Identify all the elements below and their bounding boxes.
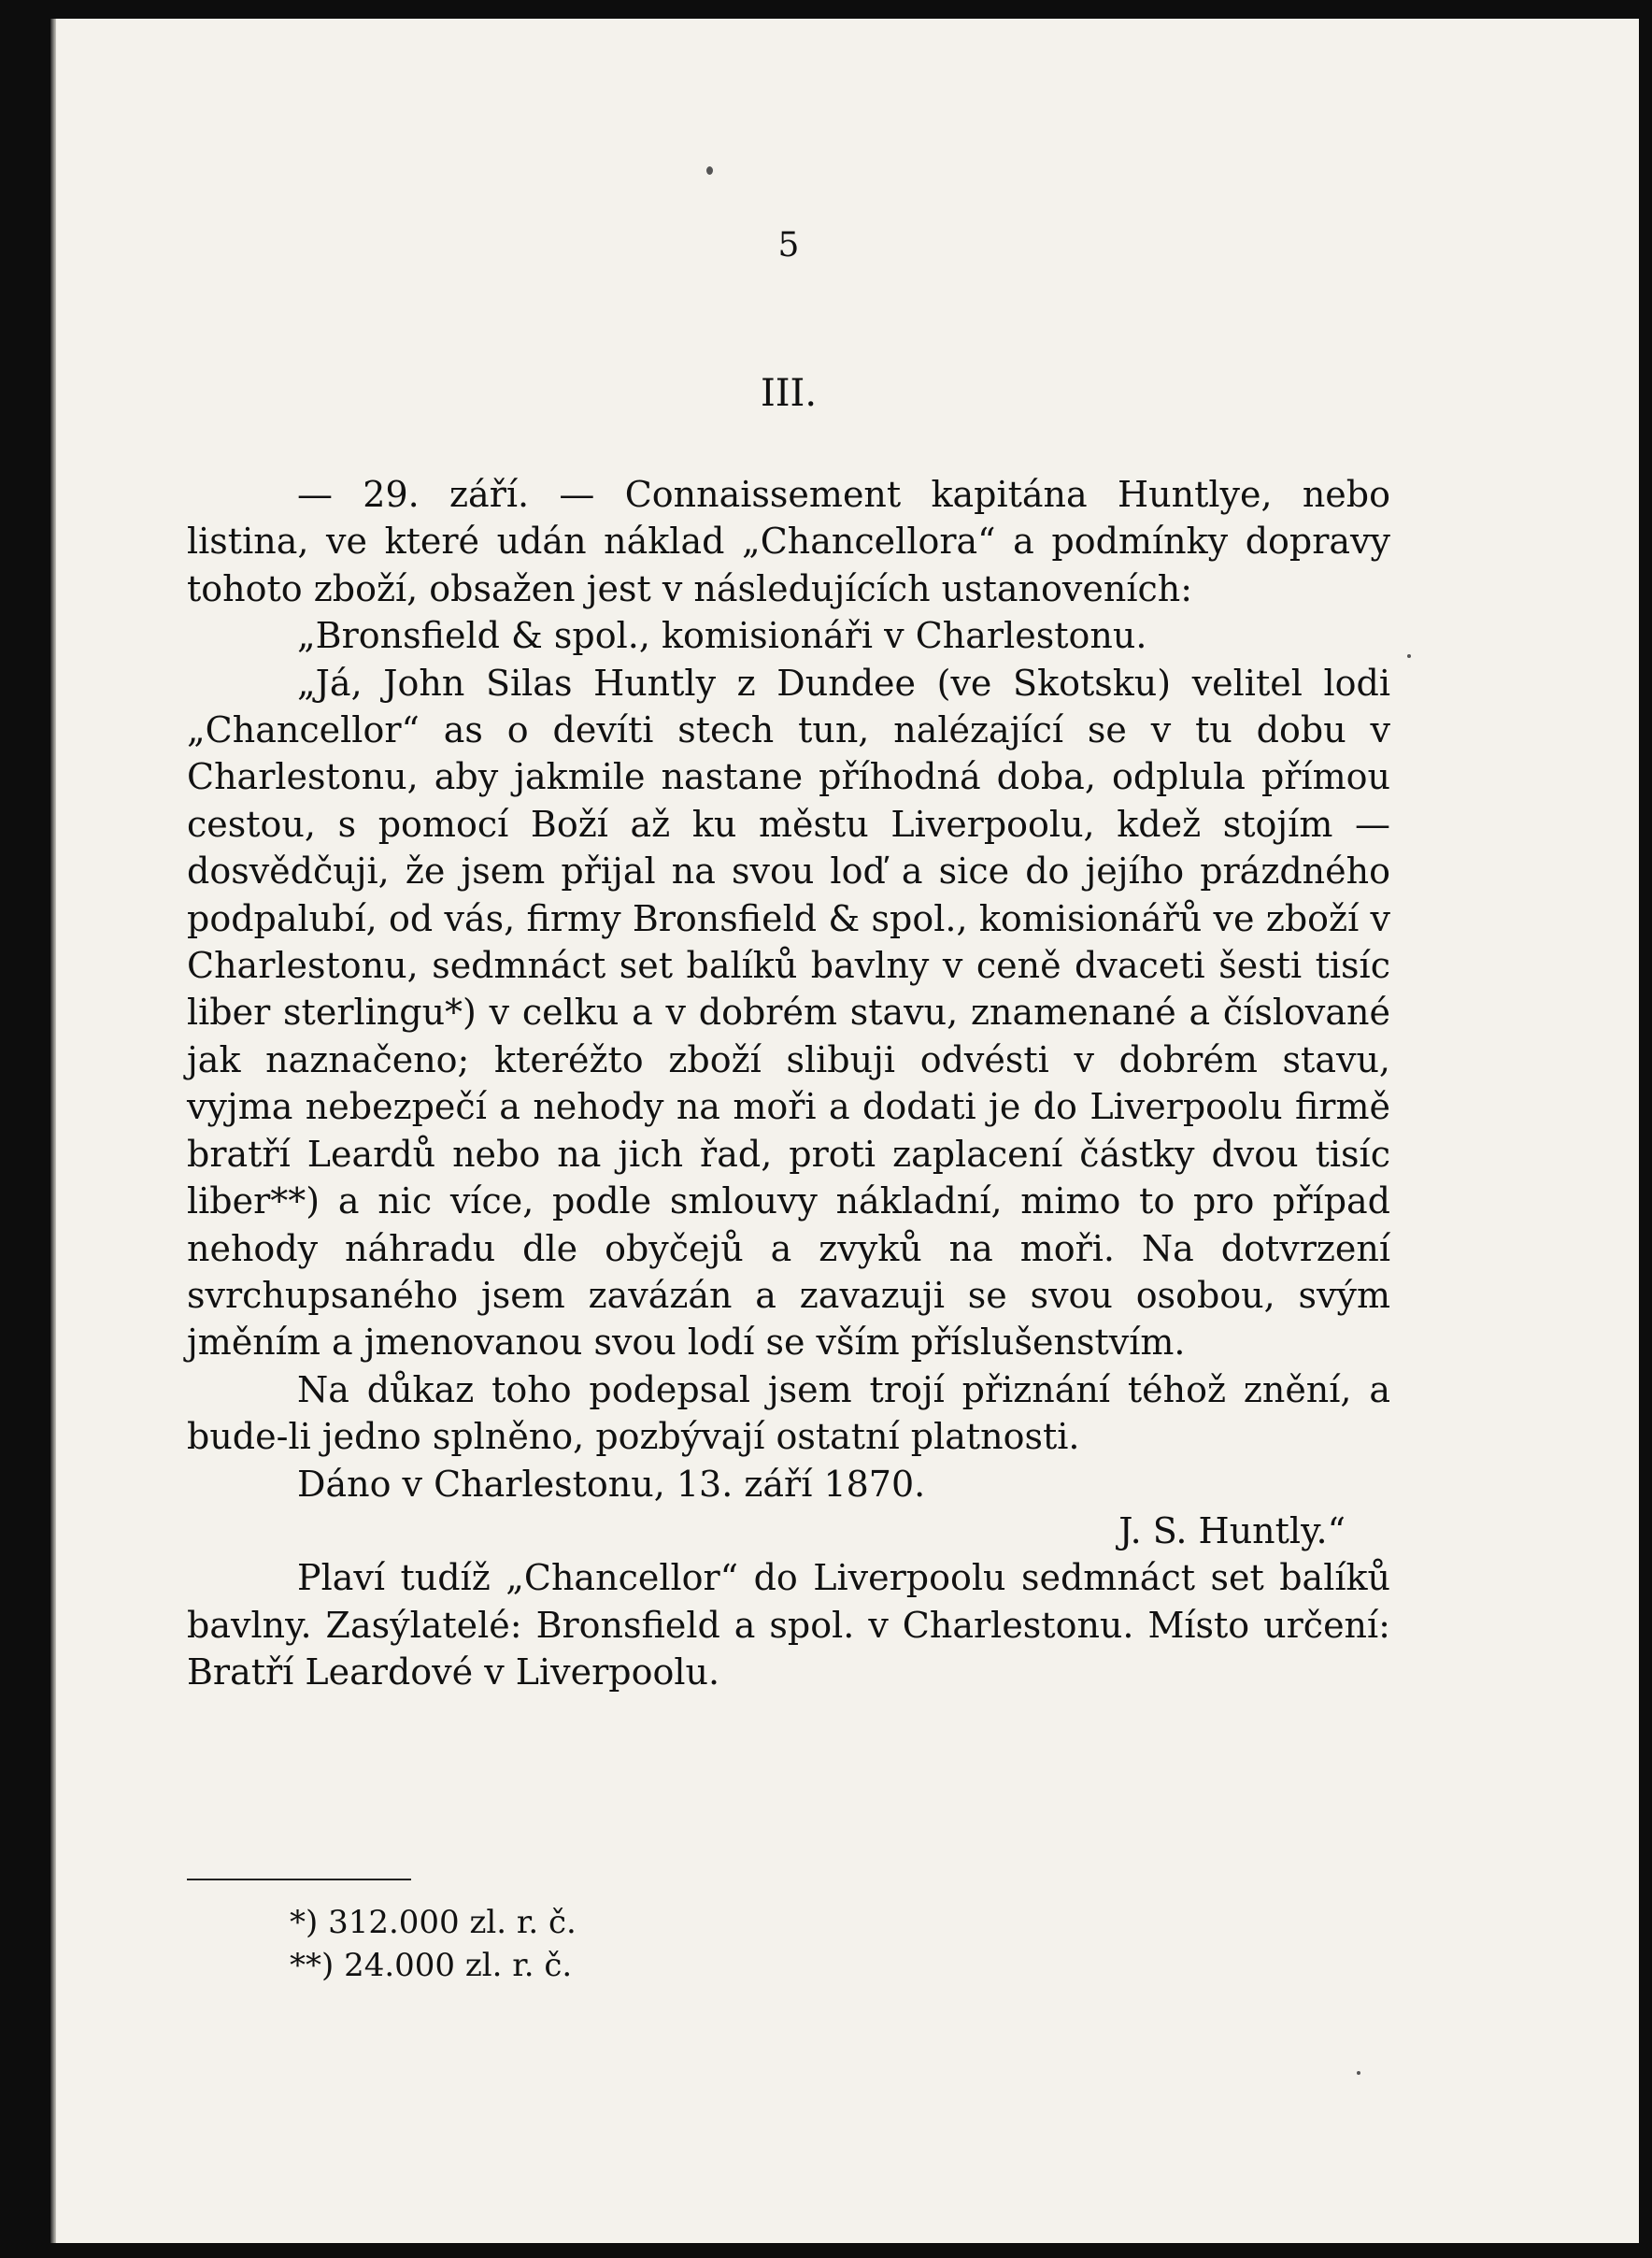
- footnote-divider: [187, 1879, 411, 1880]
- print-speck: [1357, 2071, 1360, 2075]
- page-edge-shadow: [50, 19, 56, 2243]
- book-page: [50, 19, 1639, 2243]
- footnote-1: *) 312.000 zl. r. č.: [290, 1904, 577, 1941]
- paragraph-closing: Plaví tudíž „Chancellor“ do Liverpoolu sedmnáct set balíků bavlny. Zasýlatelé: Bronsfield a spol. v Charlestonu. Místo určení: Bratří Leardové v Liverpoolu.: [187, 1557, 1390, 1694]
- paragraph-intro: — 29. září. — Connaissement kapitána Huntlye, nebo listina, ve které udán náklad „Chancellora“ a podmínky dopravy tohoto zboží, obsažen jest v následujících ustanoveních:: [187, 474, 1390, 609]
- print-speck: [1407, 654, 1411, 658]
- paragraph-date: Dáno v Charlestonu, 13. září 1870.: [297, 1463, 926, 1505]
- page-number: 5: [777, 226, 800, 264]
- paragraph-attestation: Na důkaz toho podepsal jsem trojí přiznání téhož znění, a bude-li jedno splněno, pozbývají ostatní platnosti.: [187, 1368, 1390, 1458]
- footnotes: [187, 1901, 934, 1987]
- print-speck: [706, 166, 713, 175]
- section-title: III.: [760, 372, 818, 415]
- paragraph-bill-of-lading: „Já, John Silas Huntly z Dundee (ve Skotsku) velitel lodi „Chancellor“ as o devíti stech tun, nalézající se v tu dobu v Charlestonu, aby jakmile nastane příhodná doba, odplula přímou cestou, s pomocí Boží až ku městu Liverpoolu, kdež stojím — dosvědčuji, že jsem přijal na svou loď a sice do jejího prázdného podpalubí, od vás, firmy Bronsfield & spol., komisionářů ve zboží v Charlestonu, sedmnáct set balíků bavlny v ceně dvaceti šesti tisíc liber sterlingu*) v celku a v dobrém stavu, znamenané a číslované jak naznačeno; kteréžto zboží slibuji odvésti v dobrém stavu, vyjma nebezpečí a nehody na moři a dodati je do Liverpoolu firmě bratří Leardů nebo na jich řad, proti zaplacení částky dvou tisíc liber**) a nic více, podle smlouvy nákladní, mimo to pro případ nehody náhradu dle obyčejů a zvyků na moři. Na dotvrzení svrchupsaného jsem zavázán a zavazuji se svou osobou, svým jměním a jmenovanou svou lodí se vším příslušenstvím.: [187, 662, 1390, 1364]
- paragraph-addressee: „Bronsfield & spol., komisionáři v Charlestonu.: [297, 615, 1147, 657]
- footnote-2: **) 24.000 zl. r. č.: [290, 1947, 573, 1984]
- body-text: [187, 471, 1390, 1696]
- signature: J. S. Huntly.“: [1118, 1509, 1346, 1551]
